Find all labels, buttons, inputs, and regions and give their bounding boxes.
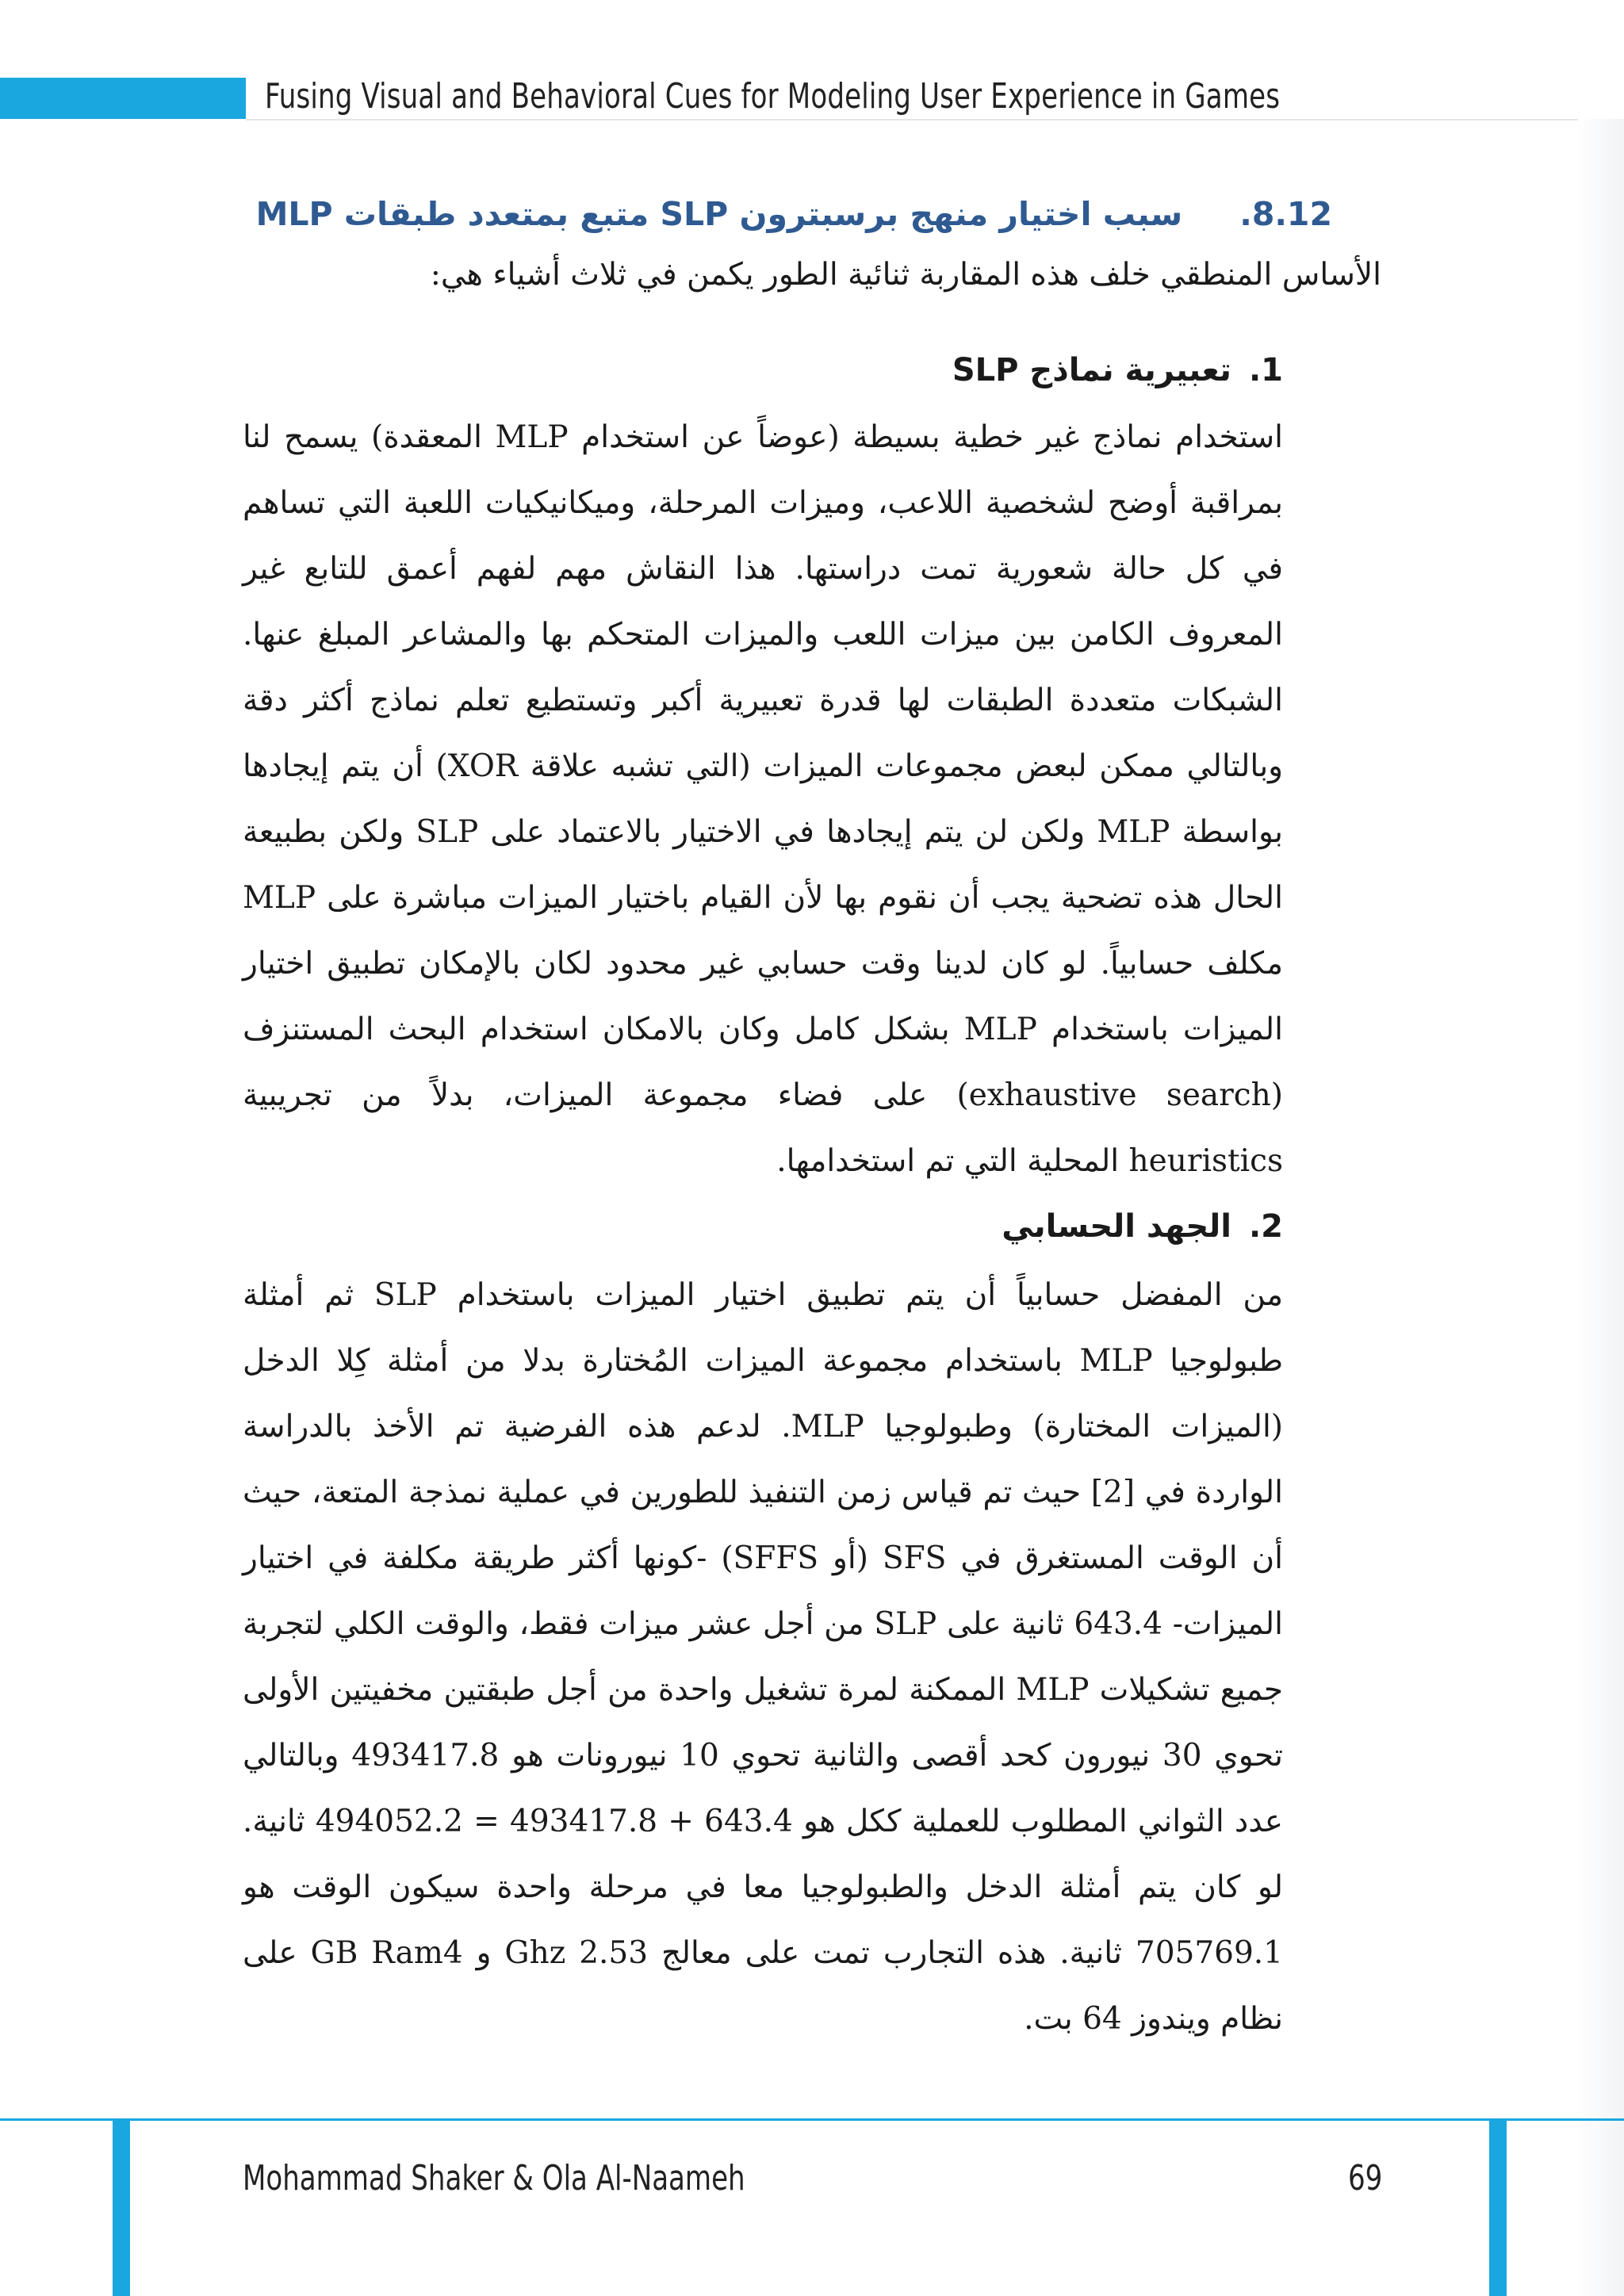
subsection-number: 2. [1248, 1208, 1283, 1245]
header-accent-bar [0, 78, 246, 119]
section-heading [256, 195, 1332, 233]
footer-authors: Mohammad Shaker & Ola Al-Naameh [243, 2158, 745, 2198]
subsection-number: 1. [1248, 352, 1283, 388]
section-title: سبب اختيار منهج برسبترون SLP متبع بمتعدد طبقات MLP [255, 195, 1183, 233]
subsection-heading-1 [952, 352, 1283, 388]
running-header-title: Fusing Visual and Behavioral Cues for Modeling User Experience in Games [265, 76, 1281, 117]
header-divider [246, 119, 1624, 121]
section-intro: الأساس المنطقي خلف هذه المقاربة ثنائية الطور يكمن في ثلاث أشياء هي: [430, 257, 1381, 293]
subsection-body-2: من المفضل حسابياً أن يتم تطبيق اختيار الميزات باستخدام SLP ثم أمثلة طبولوجيا MLP باستخدام مجموعة الميزات المُختارة بدلا من أمثلة كِلا الدخل (الميزات المختارة) وطبولوجيا MLP. لدعم هذه الفرضية تم الأخذ بالدراسة الواردة في [2] حيث تم قياس زمن التنفيذ للطورين في عملية نمذجة المتعة، حيث أن الوقت المستغرق في SFS (أو SFFS) -كونها أكثر طريقة مكلفة في اختيار الميزات- 643.4 ثانية على SLP من أجل عشر ميزات فقط، والوقت الكلي لتجربة جميع تشكيلات MLP الممكنة لمرة تشغيل واحدة من أجل طبقتين مخفيتين الأولى تحوي 30 نيورون كحد أقصى والثانية تحوي 10 نيورونات هو 493417.8 وبالتالي عدد الثواني المطلوب للعملية ككل هو 643.4 + 493417.8 = 494052.2 ثانية. لو كان يتم أمثلة الدخل والطبولوجيا معا في مرحلة واحدة سيكون الوقت هو 705769.1 ثانية. هذه التجارب تمت على معالج 2.53 Ghz و GB Ram4 على نظام ويندوز 64 بت. [243, 1277, 1284, 2037]
section-number: 8.12. [1239, 195, 1332, 233]
subsection-body-1: استخدام نماذج غير خطية بسيطة (عوضاً عن استخدام MLP المعقدة) يسمح لنا بمراقبة أوضح لشخصية اللاعب، وميزات المرحلة، وميكانيكيات اللعبة التي تساهم في كل حالة شعورية تمت دراستها. هذا النقاش مهم لفهم أعمق للتابع غير المعروف الكامن بين ميزات اللعب والميزات المتحكم بها والمشاعر المبلغ عنها. الشبكات متعددة الطبقات لها قدرة تعبيرية أكبر وتستطيع تعلم نماذج أكثر دقة وبالتالي ممكن لبعض مجموعات الميزات (التي تشبه علاقة XOR) أن يتم إيجادها بواسطة MLP ولكن لن يتم إيجادها في الاختيار بالاعتماد على SLP ولكن بطبيعة الحال هذه تضحية يجب أن نقوم بها لأن القيام باختيار الميزات مباشرة على MLP مكلف حسابياً. لو كان لدينا وقت حسابي غير محدود لكان بالإمكان تطبيق اختيار الميزات باستخدام MLP بشكل كامل وكان بالامكان استخدام البحث المستنزف (exhaustive search) على فضاء مجموعة الميزات، بدلاً من تجريبية heuristics المحلية التي تم استخدامها. [243, 419, 1284, 1179]
subsection-heading-2 [1002, 1208, 1283, 1245]
subsection-title: الجهد الحسابي [1002, 1208, 1231, 1245]
footer-right-bar [1489, 2118, 1507, 2296]
page-edge-shade [1578, 119, 1624, 2296]
footer-divider [0, 2118, 1624, 2121]
subsection-title: تعبيرية نماذج SLP [952, 352, 1231, 388]
footer-left-bar [113, 2118, 130, 2296]
page-number: 69 [1348, 2158, 1383, 2198]
